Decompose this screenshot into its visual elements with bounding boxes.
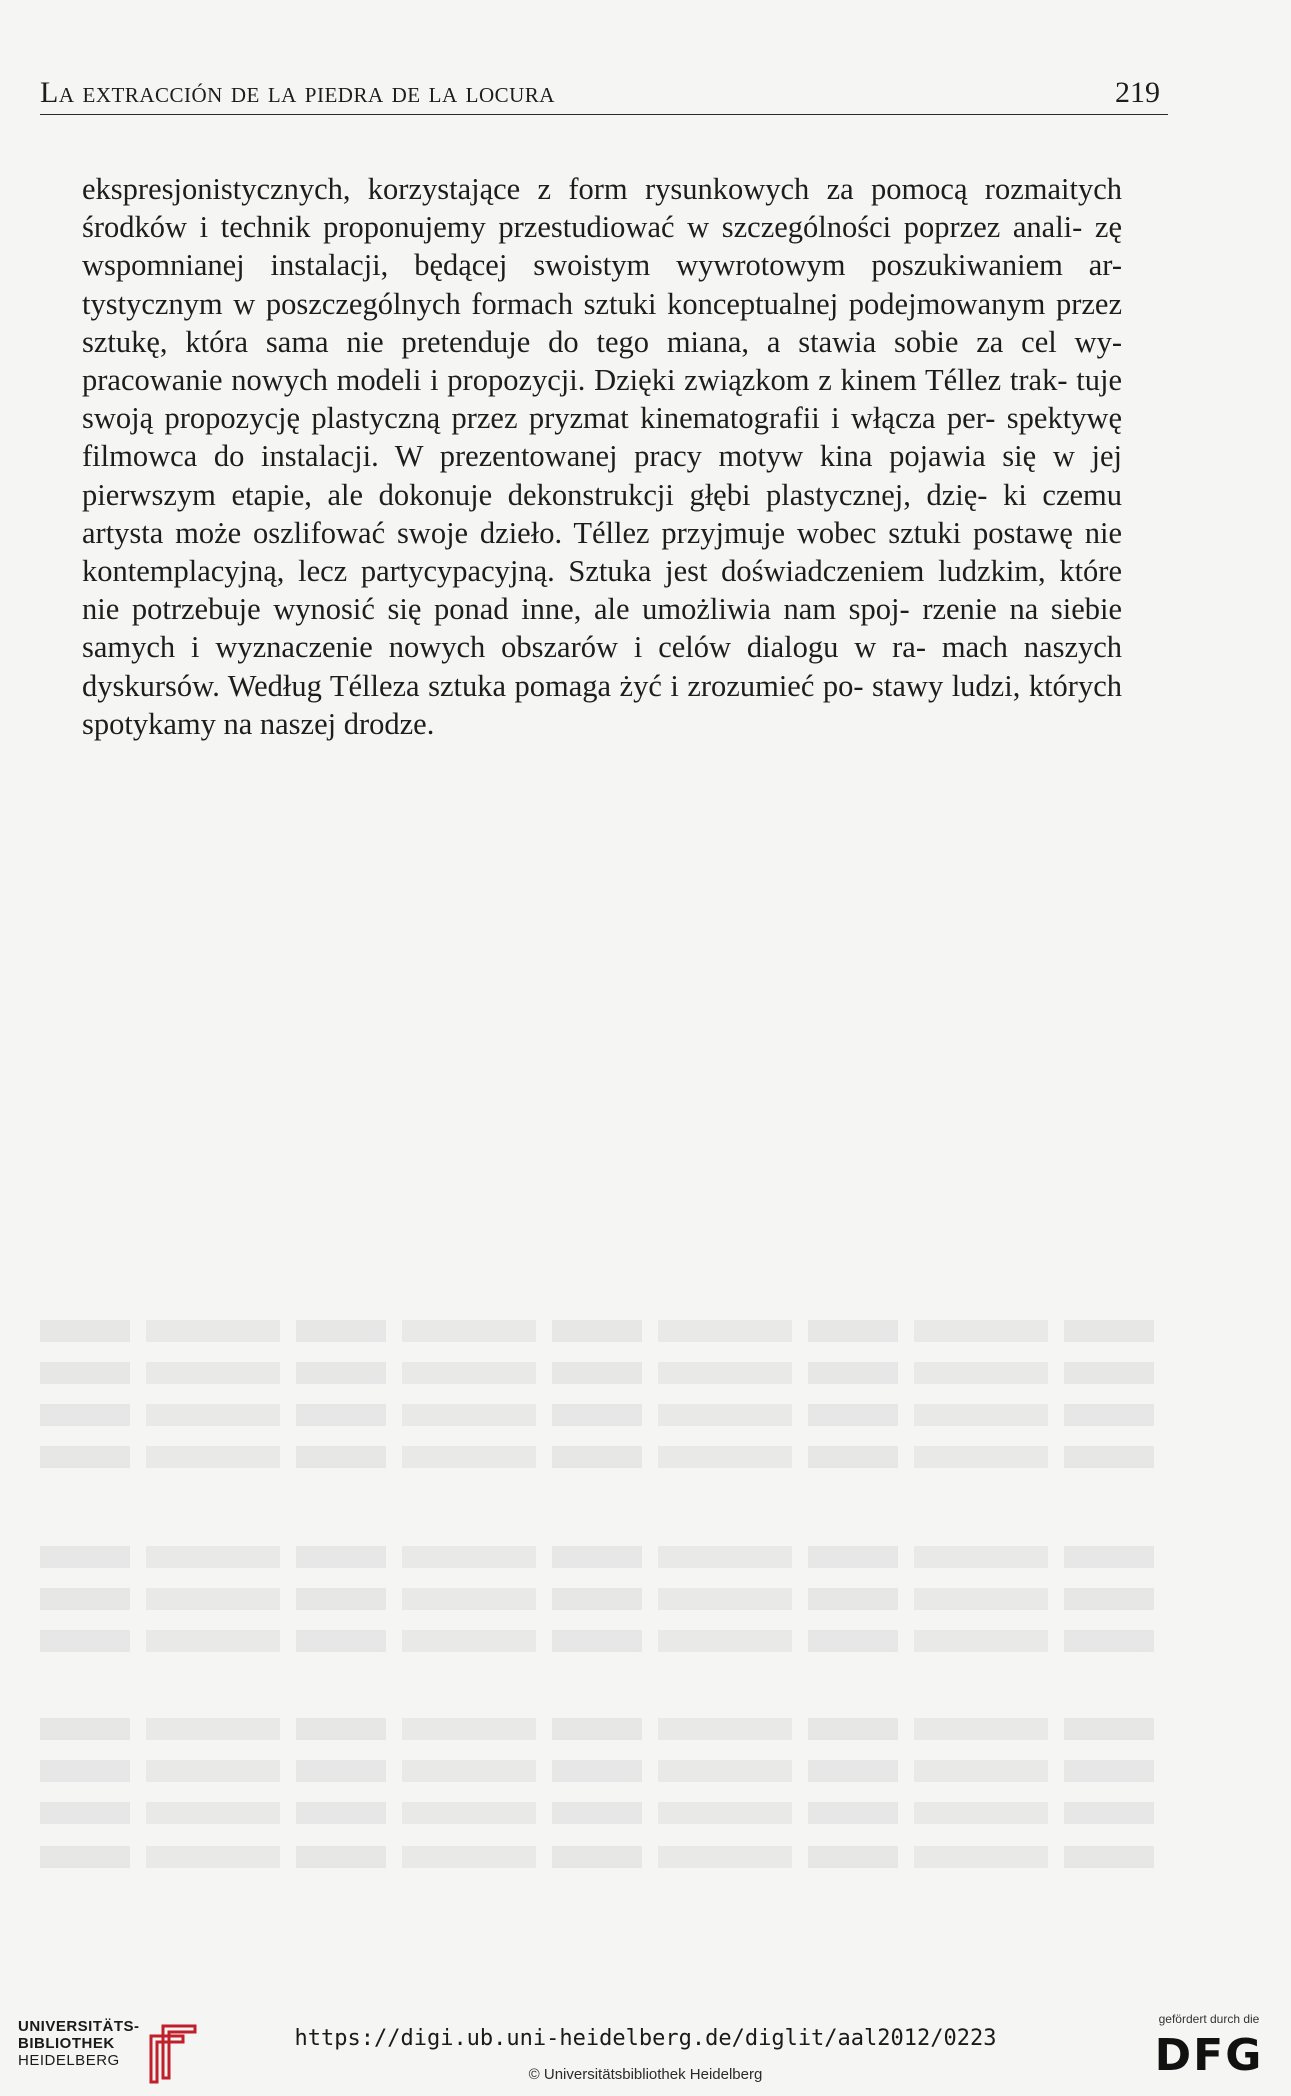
paragraph: [82, 170, 1122, 743]
show-through-line: [40, 1718, 1170, 1740]
show-through-line: [40, 1588, 1170, 1610]
show-through-line: [40, 1630, 1170, 1652]
digitization-footer: [0, 1990, 1291, 2096]
text-line: zę wspomnianej instalacji, będącej swoistym wywrotowym poszukiwaniem ar-: [82, 210, 1122, 283]
running-title: La extracción de la piedra de la locura: [40, 76, 555, 109]
text-line: tystycznym w poszczególnych formach sztuki konceptualnej podejmowanym: [82, 286, 1046, 321]
text-line: rzenie na siebie samych i wyznaczenie nowych obszarów i celów dialogu w ra-: [82, 592, 1123, 665]
show-through-line: [40, 1362, 1170, 1384]
text-line: stawy ludzi, których spotykamy na naszej drodze.: [82, 668, 1122, 741]
text-line: środków i technik proponujemy przestudiować w szczególności poprzez anali-: [82, 210, 1083, 245]
funder-caption: gefördert durch die: [1158, 2012, 1260, 2026]
text-line: ekspresjonistycznych, korzystające z form rysunkowych za pomocą rozmaitych: [82, 172, 1122, 206]
text-line: przez sztukę, która sama nie pretenduje do tego miana, a stawia sobie za cel wy-: [82, 286, 1122, 359]
show-through-line: [40, 1446, 1170, 1468]
library-name-line: BIBLIOTHEK: [18, 2035, 115, 2052]
text-line: spektywę filmowca do instalacji. W prezentowanej pracy motyw kina pojawia: [82, 401, 1122, 474]
library-name-line: UNIVERSITÄTS-: [18, 2018, 140, 2035]
library-name-line: HEIDELBERG: [18, 2052, 120, 2069]
text-line: ludzkim, które nie potrzebuje wynosić się ponad inne, ale umożliwia nam spoj-: [82, 554, 1122, 627]
text-line: się w jej pierwszym etapie, ale dokonuje dekonstrukcji głębi plastycznej, dzię-: [82, 439, 1122, 512]
show-through-line: [40, 1846, 1170, 1868]
copyright-notice: © Universitätsbibliothek Heidelberg: [528, 2066, 763, 2083]
funder-logo[interactable]: [1149, 2012, 1269, 2092]
text-line: pracowanie nowych modeli i propozycji. Dzięki związkom z kinem Téllez trak-: [82, 363, 1068, 398]
document-url-link[interactable]: https://digi.ub.uni-heidelberg.de/diglit/aal2012/0223: [294, 2026, 997, 2051]
body-paragraph: [82, 170, 1122, 743]
text-line: tuje swoją propozycję plastyczną przez pryzmat kinematografii i włącza per-: [82, 363, 1123, 436]
page-number: 219: [1115, 76, 1160, 109]
show-through-line: [40, 1320, 1170, 1342]
show-through-line: [40, 1546, 1170, 1568]
text-line: mach naszych dyskursów. Według Télleza sztuka pomaga żyć i zrozumieć po-: [82, 630, 1123, 703]
show-through-line: [40, 1404, 1170, 1426]
running-header: [40, 74, 1168, 115]
show-through-line: [40, 1760, 1170, 1782]
dfg-logo-icon: DFG: [1154, 2030, 1264, 2081]
text-line: postawę nie kontemplacyjną, lecz partycypacyjną. Sztuka jest doświadczeniem: [82, 515, 1122, 589]
show-through-line: [40, 1802, 1170, 1824]
text-line: ki czemu artysta może oszlifować swoje dzieło. Téllez przyjmuje wobec sztuki: [82, 477, 1122, 550]
